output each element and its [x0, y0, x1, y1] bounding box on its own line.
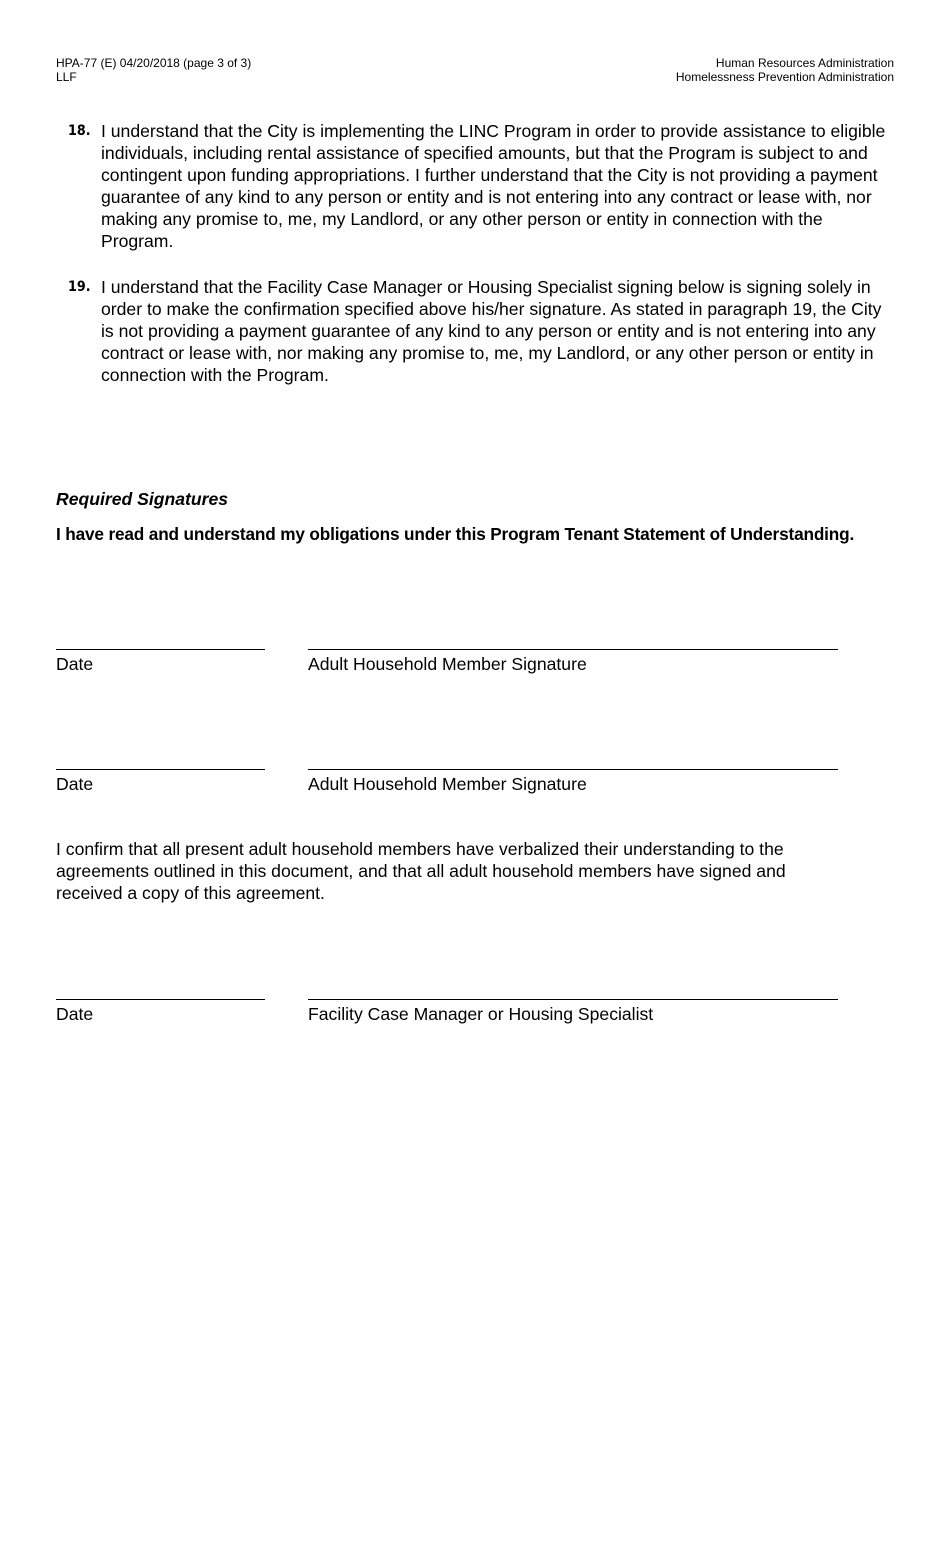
signature-line-2[interactable]: [308, 769, 838, 770]
paragraph-number: 18.: [68, 123, 91, 139]
confirmation-statement: I confirm that all present adult household members have verbalized their understanding to the agreements outlined in this document, and that all adult household members have signed and received a copy of this agreement.: [56, 839, 786, 903]
date-label-3: Date: [56, 1004, 94, 1024]
date-line-3[interactable]: [56, 999, 265, 1000]
form-identifier: [56, 56, 251, 84]
case-manager-label: Facility Case Manager or Housing Specialist: [308, 1004, 654, 1024]
form-code: LLF: [56, 70, 77, 84]
date-label-2: Date: [56, 774, 94, 794]
required-signatures-heading: Required Signatures: [56, 489, 229, 509]
date-label-1: Date: [56, 654, 94, 674]
paragraph-19: [68, 276, 898, 386]
paragraph-number: 19.: [68, 279, 91, 295]
form-id: HPA-77 (E) 04/20/2018 (page 3 of 3): [56, 56, 252, 70]
case-manager-signature-line[interactable]: [308, 999, 838, 1000]
signer-label-2: Adult Household Member Signature: [308, 774, 587, 794]
signature-line-1[interactable]: [308, 649, 838, 650]
agency-name: Human Resources Administration: [715, 56, 894, 70]
paragraph-text: I understand that the Facility Case Manager or Housing Specialist signing below is signing solely in order to make the confirmation specified above his/her signature. As stated in paragraph 19, the City is not providing a payment guarantee of any kind to any person or entity and is not entering into any contract or lease with, nor making any promise to, me, my Landlord, or any other person or entity in connection with the Program.: [101, 277, 882, 385]
understanding-statement: I have read and understand my obligations under this Program Tenant Statement of Understanding.: [56, 524, 855, 544]
paragraph-text: I understand that the City is implementing the LINC Program in order to provide assistance to eligible individuals, including rental assistance of specified amounts, but that the Program is subject to and contingent upon funding appropriations. I further understand that the City is not providing a payment guarantee of any kind to any person or entity and is not entering into any contract or lease with, nor making any promise to, me, my Landlord, or any other person or entity in connection with the Program.: [101, 121, 886, 251]
date-line-2[interactable]: [56, 769, 265, 770]
signer-label-1: Adult Household Member Signature: [308, 654, 587, 674]
paragraph-18: [68, 120, 898, 252]
division-name: Homelessness Prevention Administration: [675, 70, 894, 84]
date-line-1[interactable]: [56, 649, 265, 650]
agency-header: [676, 56, 894, 84]
